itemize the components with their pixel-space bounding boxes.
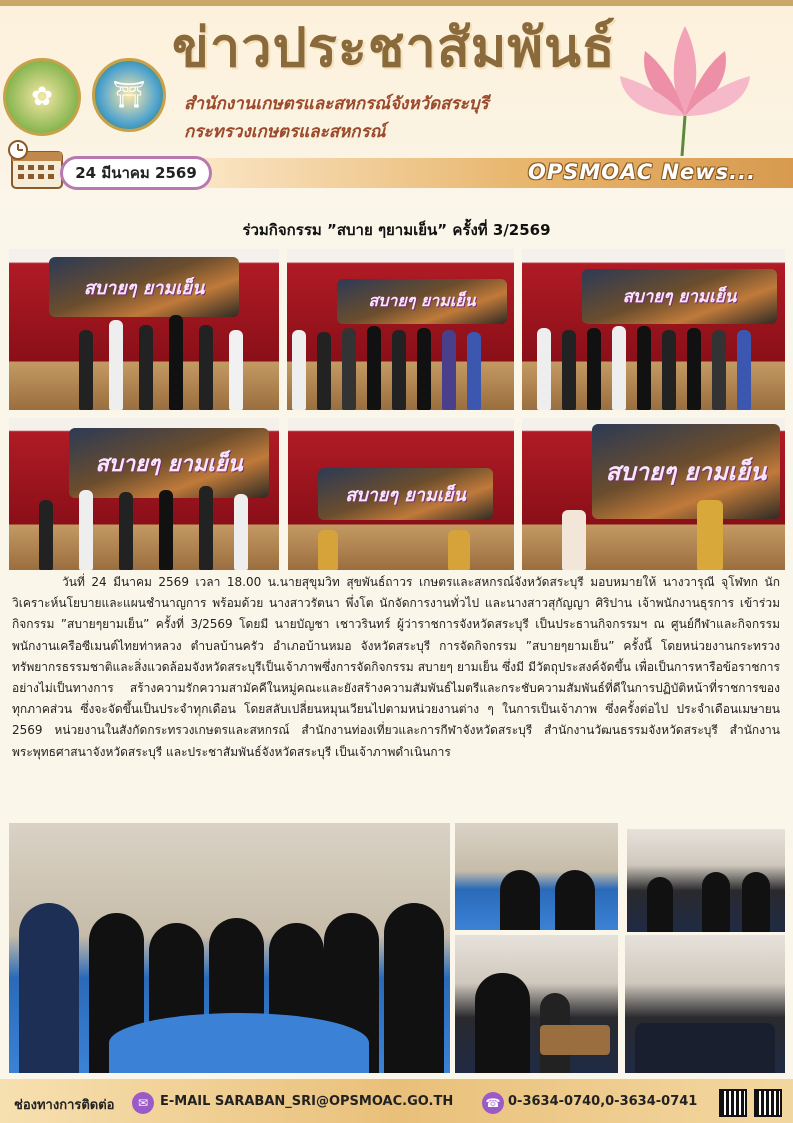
qr-code-icon[interactable] (719, 1089, 747, 1117)
opsmoac-logo-icon: ✿ (3, 58, 81, 136)
photo-banner: สบายๆ ยามเย็น (337, 279, 507, 324)
photo-banner: สบายๆ ยามเย็น (592, 424, 780, 519)
photo-banner: สบายๆ ยามเย็น (582, 269, 777, 324)
food-tray (540, 1025, 610, 1055)
email-icon: ✉ (132, 1092, 154, 1114)
photo-banner: สบายๆ ยามเย็น (69, 428, 269, 498)
contact-phone[interactable]: 0-3634-0740,0-3634-0741 (508, 1094, 698, 1109)
event-photo-3 (522, 249, 785, 410)
page-title: ข่าวประชาสัมพันธ์ (172, 15, 616, 79)
party-photo-1 (9, 823, 450, 1073)
party-photo-2 (455, 823, 618, 930)
contact-label: ช่องทางการติดต่อ (14, 1098, 115, 1113)
org-name: สำนักงานเกษตรและสหกรณ์จังหวัดสระบุรี (184, 94, 489, 114)
party-photo-5 (625, 935, 785, 1073)
event-photo-5 (288, 418, 514, 570)
saraburi-province-seal-icon: ⛩ (92, 58, 166, 132)
news-tag: OPSMOAC News... (528, 160, 757, 184)
event-photo-1 (9, 249, 279, 410)
event-photo-2 (287, 249, 514, 410)
contact-email[interactable]: E-MAIL SARABAN_SRI@OPSMOAC.GO.TH (160, 1094, 454, 1109)
photo-banner: สบายๆ ยามเย็น (318, 468, 493, 520)
ministry-name: กระทรวงเกษตรและสหกรณ์ (184, 122, 386, 142)
phone-icon: ☎ (482, 1092, 504, 1114)
party-photo-3 (627, 829, 785, 932)
table (109, 1013, 369, 1073)
lotus-icon (610, 6, 760, 156)
photo-banner: สบายๆ ยามเย็น (49, 257, 239, 317)
article-paragraph: วันที่ 24 มีนาคม 2569 เวลา 18.00 น.นายสุขุมวิท สุขพันธ์ถาวร เกษตรและสหกรณ์จังหวัดสระบุรี มอบหมายให้ นางวารุณี จุโฬทก นักวิเคราะห์นโยบายและแผนชำนาญการ พร้อมด้วย นางสาวรัตนา พึ่งโต นักจัดการงานทั่วไป และนางสาวสุกัญญา ศิริปาน เจ้าพนักงานธุรการ เข้าร่วมกิจกรรม ”สบายๆยามเย็น” ครั้งที่ 3/2569 โดยมี นายบัญชา เชาวรินทร์ ผู้ว่าราชการจังหวัดสระบุรี เป็นประธานกิจกรรมฯ ณ ศูนย์กีฬาและกิจกรรมพนักงานเครือซีเมนต์ไทยท่าหลวง ตำบลบ้านครัว อำเภอบ้านหมอ จังหวัดสระบุรี การจัดกิจกรรม ”สบายๆยามเย็น” ครั้งนี้ โดยหน่วยงานกระทรวงทรัพยากรธรรมชาติและสิ่งแวดล้อมจังหวัดสระบุรีเป็นเจ้าภาพซึ่งการจัดกิจกรรม สบายๆ ยามเย็น ซึ่งมี มีวัตถุประสงค์จัดขึ้น เพื่อเป็นการหารือข้อราชการอย่างไม่เป็นทางการ สร้างความรักความสามัคคีในหมู่คณะและยังสร้างความสัมพันธ์ไมตรีและกระชับความสัมพันธ์ที่ดีในการปฏิบัติหน้าที่ราชการของทุกภาคส่วน ซึ่งจะจัดขึ้นเป็นประจำทุกเดือน โดยสลับเปลี่ยนหมุนเวียนไปตามหน่วยงานต่าง ๆ ในการเป็นเจ้าภาพ ซึ่งครั้งต่อไป ประจำเดือนเมษายน 2569 หน่วยงานในสังกัดกระทรวงเกษตรและสหกรณ์ สำนักงานท่องเที่ยวและการกีฬาจังหวัดสระบุรี สำนักงานวัฒนธรรมจังหวัดสระบุรี สำนักงานพระพุทธศาสนาจังหวัดสระบุรี และประชาสัมพันธ์จังหวัดสระบุรี เป็นเจ้าภาพดำเนินการ (12, 575, 780, 759)
event-photo-4 (9, 418, 279, 570)
article-body (12, 572, 780, 763)
calendar-clock-icon (6, 140, 64, 190)
event-photo-6 (522, 418, 785, 570)
article-headline: ร่วมกิจกรรม ”สบาย ๆยามเย็น” ครั้งที่ 3/2569 (242, 221, 551, 239)
date-badge: 24 มีนาคม 2569 (60, 156, 212, 190)
qr-code-icon[interactable] (754, 1089, 782, 1117)
party-photo-4 (455, 935, 618, 1073)
